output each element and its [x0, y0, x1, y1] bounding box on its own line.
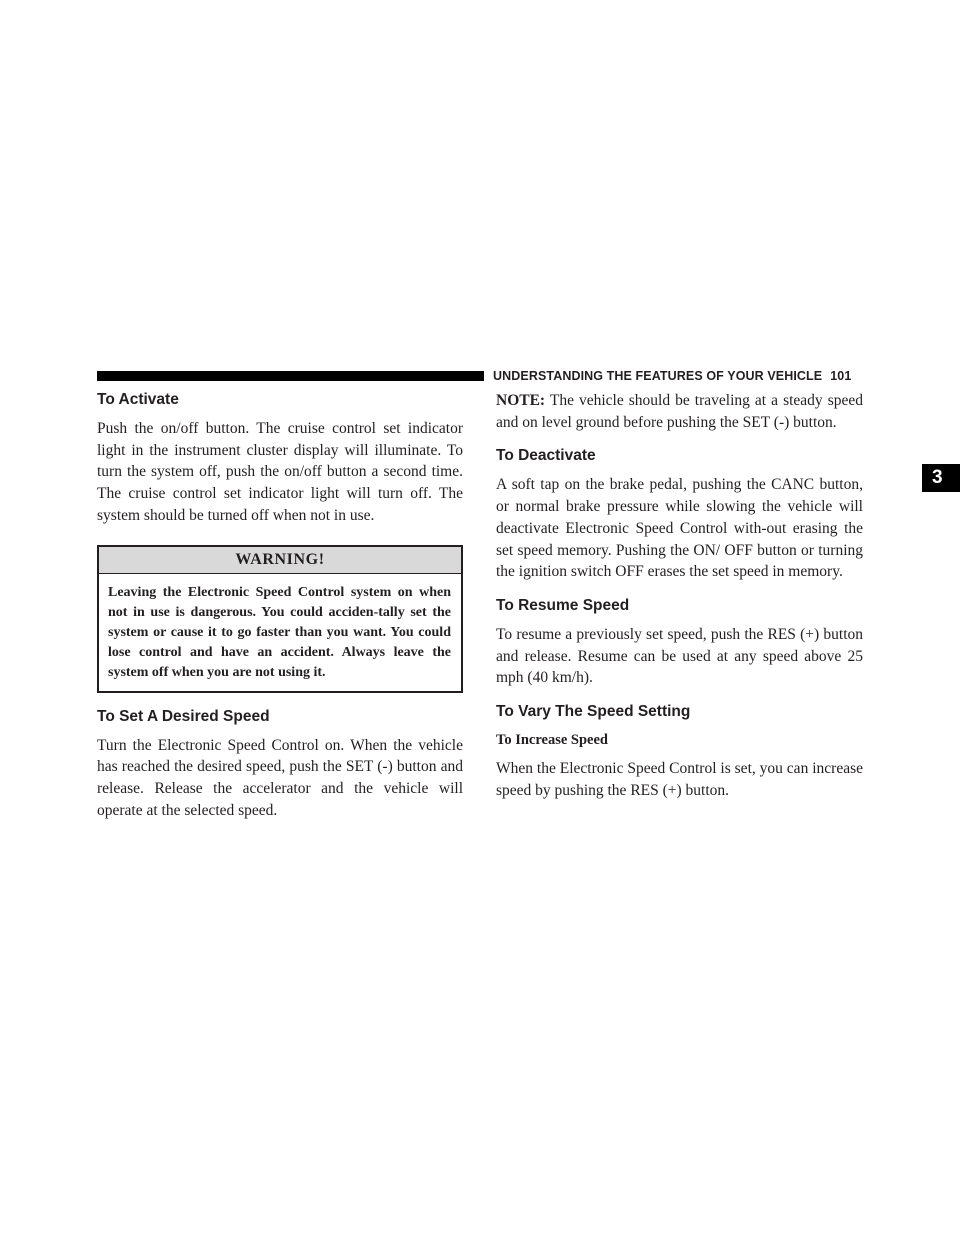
right-column [496, 390, 863, 801]
left-column [97, 390, 463, 821]
heading-vary-speed: To Vary The Speed Setting [496, 703, 691, 721]
resume-paragraph: To resume a previously set speed, push the RES (+) button and release. Resume can be used at any speed above 25 mph (40 km/h). [496, 625, 863, 687]
heading-set-desired-speed: To Set A Desired Speed [97, 707, 270, 725]
header-rule [97, 371, 484, 381]
warning-title: WARNING! [99, 547, 461, 574]
subheading-increase-speed: To Increase Speed [496, 732, 608, 749]
deactivate-paragraph: A soft tap on the brake pedal, pushing the CANC button, or normal brake pressure while slowing the vehicle will deactivate Electronic Speed Control with-out erasing the set speed memory. Pushing the ON/ OFF button or turning the ignition switch OFF erases the set speed in memory. [496, 476, 863, 581]
warning-text: Leaving the Electronic Speed Control system on when not in use is dangerous. You could acciden-tally set the system or cause it to go faster than you want. You could lose control and have an accident. Always leave the system off when you are not using it. [108, 584, 451, 680]
page-number: 101 [830, 369, 852, 383]
set-speed-paragraph: Turn the Electronic Speed Control on. When the vehicle has reached the desired speed, push the SET (-) button and release. Release the accelerator and the vehicle will operate at the selected speed. [97, 736, 463, 819]
increase-paragraph: When the Electronic Speed Control is set, you can increase speed by pushing the RES (+) button. [496, 760, 863, 799]
section-title: UNDERSTANDING THE FEATURES OF YOUR VEHICLE [493, 369, 823, 383]
chapter-tab: 3 [922, 464, 960, 492]
note-text: The vehicle should be traveling at a steady speed and on level ground before pushing the SET (-) button. [496, 392, 863, 431]
heading-to-deactivate: To Deactivate [496, 447, 596, 465]
heading-to-activate: To Activate [97, 391, 179, 408]
note-label: NOTE: [496, 392, 546, 409]
activate-paragraph: Push the on/off button. The cruise control set indicator light in the instrument cluster display will illuminate. To turn the system off, push the on/off button a second time. The cruise control set indicator light will turn off. The system should be turned off when not in use. [97, 420, 463, 524]
heading-resume-speed: To Resume Speed [496, 596, 630, 614]
note-paragraph [496, 390, 863, 433]
warning-box [97, 545, 463, 693]
running-header [493, 369, 863, 383]
